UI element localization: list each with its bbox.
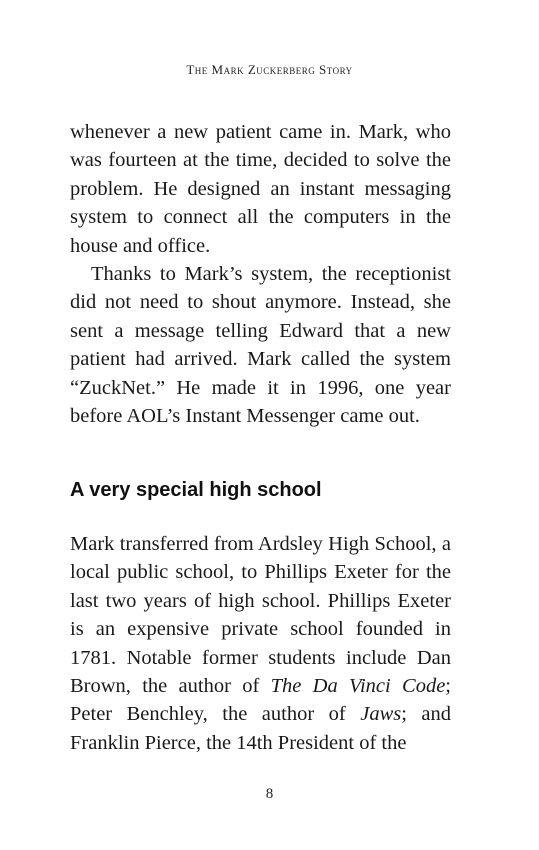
paragraph — [70, 530, 451, 757]
text-run: ; and Franklin Pierce, the 14th President of the — [70, 703, 451, 754]
running-head: The Mark Zuckerberg Story — [186, 62, 353, 77]
paragraph-text: Thanks to Mark’s system, the receptionist did not need to shout anymore. Instead, she sent a message telling Edward that a new patient had arrived. Mark called the system “ZuckNet.” He made it in 1996, one year before AOL’s Instant Messenger came out. — [70, 263, 451, 428]
section-heading: A very special high school — [70, 479, 322, 501]
book-title: Jaws — [360, 703, 402, 726]
paragraph-text — [70, 530, 451, 757]
book-title: The Da Vinci Code — [270, 675, 446, 698]
paragraph-continued — [70, 118, 451, 260]
text-run: ; Peter Benchley, the author of — [70, 675, 451, 726]
page-number: 8 — [265, 786, 274, 802]
text-run: Mark transferred from Ardsley High School, a local public school, to Phillips Exeter for the last two years of high school. Phillips Exeter is an expensive private school founded in 1781. Notable former students include Dan Brown, the author of — [70, 533, 451, 698]
paragraph-text: whenever a new patient came in. Mark, who was fourteen at the time, decided to solve the problem. He designed an instant messaging system to connect all the computers in the house and office. — [70, 121, 451, 257]
paragraph — [70, 260, 451, 430]
